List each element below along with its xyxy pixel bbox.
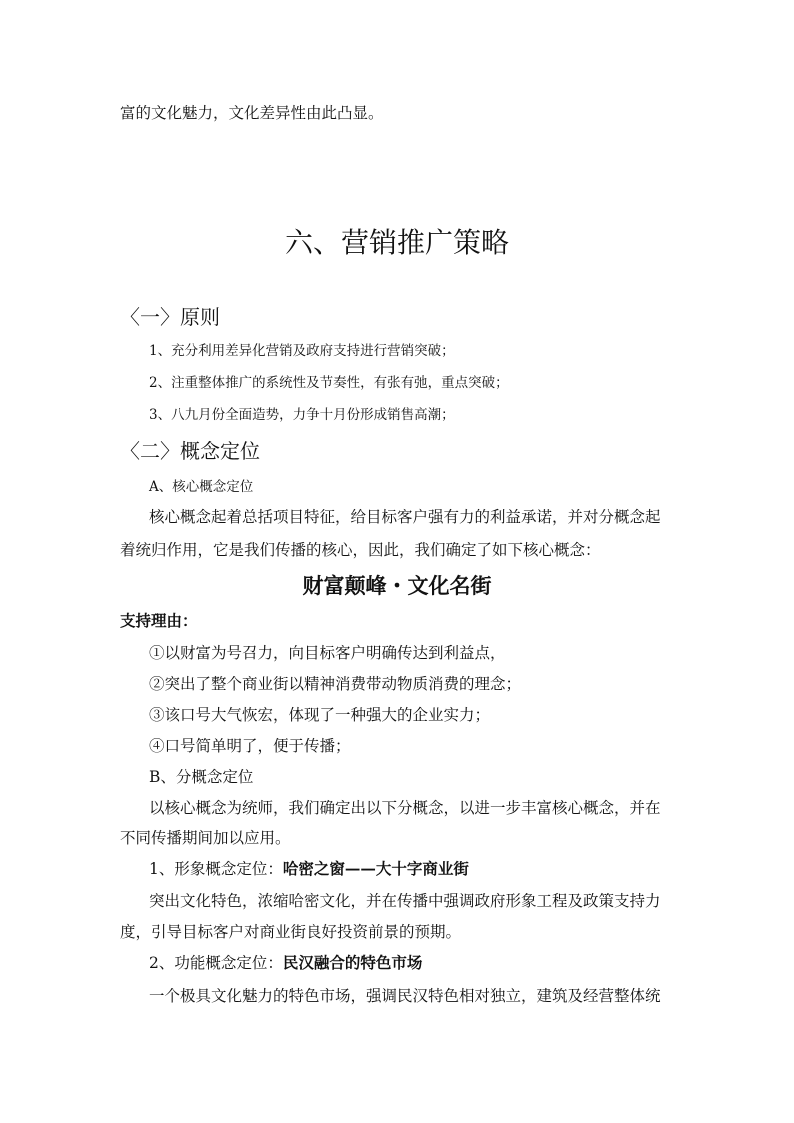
image-concept-line: [149, 859, 469, 879]
support-label: 支持理由：: [120, 611, 198, 630]
principle-item: 3、八九月份全面造势，力争十月份形成销售高潮；: [149, 407, 455, 423]
image-concept-paragraph-line: 突出文化特色，浓缩哈密文化，并在传播中强调政府形象工程及政策支持力: [149, 892, 661, 910]
principle-item: 2、注重整体推广的系统性及节奏性，有张有弛，重点突破；: [149, 375, 509, 391]
image-concept-title: 哈密之窗——大十字商业街: [282, 859, 469, 878]
reason-item: ①以财富为号召力，向目标客户明确传达到利益点，: [149, 644, 506, 662]
principle-item: 1、充分利用差异化营销及政府支持进行营销突破；: [149, 343, 455, 359]
sub-concept-paragraph-line: 不同传播期间加以应用。: [120, 829, 291, 847]
function-concept-line: [149, 953, 422, 973]
core-concept-paragraph-line: 着统归作用，它是我们传播的核心，因此，我们确定了如下核心概念：: [120, 541, 601, 559]
function-concept-paragraph-line: 一个极具文化魅力的特色市场，强调民汉特色相对独立，建筑及经营整体统: [149, 987, 661, 1005]
principles-heading: 〈一〉原则: [120, 305, 220, 329]
core-slogan: 财富颠峰・文化名街: [302, 573, 492, 598]
reason-item: ③该口号大气恢宏，体现了一种强大的企业实力；: [149, 706, 491, 724]
core-concept-label: A、核心概念定位: [149, 479, 254, 495]
reason-item: ②突出了整个商业街以精神消费带动物质消费的理念；: [149, 675, 522, 693]
image-concept-prefix: 1、形象概念定位：: [149, 860, 283, 878]
image-concept-paragraph-line: 度，引导目标客户对商业街良好投资前景的预期。: [120, 923, 462, 941]
sub-concept-label: B、分概念定位: [149, 768, 254, 786]
function-concept-prefix: 2、功能概念定位：: [149, 954, 283, 972]
concept-heading: 〈二〉概念定位: [120, 439, 260, 463]
intro-line: 富的文化魅力，文化差异性由此凸显。: [120, 104, 384, 122]
core-concept-paragraph-line: 核心概念起着总括项目特征，给目标客户强有力的利益承诺，并对分概念起: [149, 508, 661, 526]
section-title: 六、营销推广策略: [284, 226, 509, 259]
reason-item: ④口号简单明了，便于传播；: [149, 737, 351, 755]
function-concept-title: 民汉融合的特色市场: [282, 953, 423, 972]
sub-concept-paragraph-line: 以核心概念为统师，我们确定出以下分概念，以进一步丰富核心概念，并在: [149, 799, 661, 817]
